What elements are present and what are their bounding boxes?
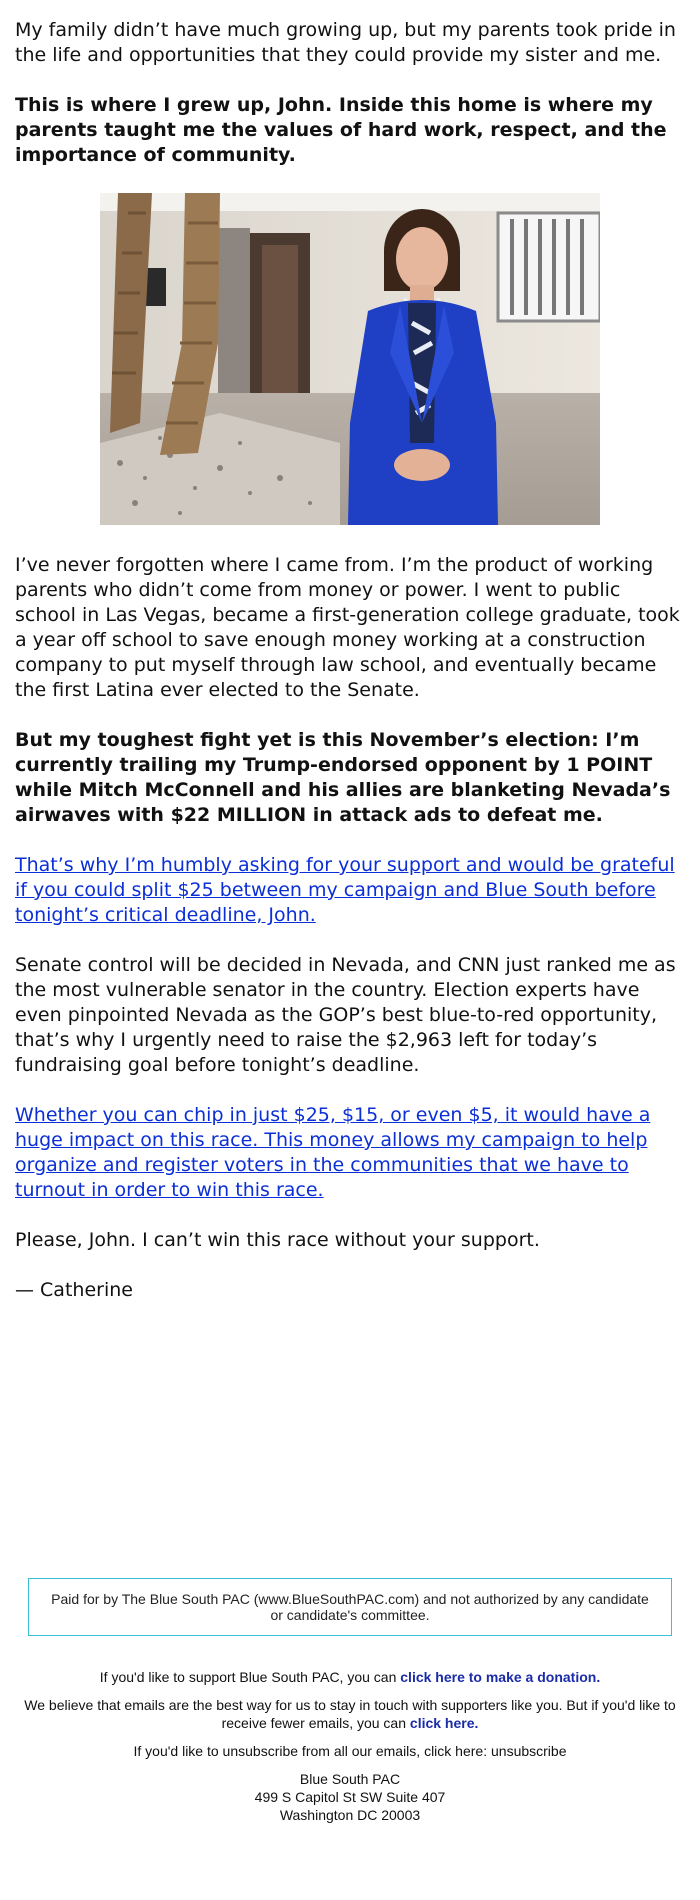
paragraph-background: I’ve never forgotten where I came from. I’m the product of working parents who didn’t come from money or power. I went to public school in Las Vegas, became a first-generation college graduate, took a year off school to save enough money working at a construction company to put myself through law school, and eventually became the first Latina ever elected to the Senate.	[15, 554, 680, 701]
paragraph-plea: Please, John. I can’t win this race without your support.	[15, 1229, 540, 1251]
paid-for-disclaimer-box	[28, 1578, 672, 1636]
email-footer	[0, 1578, 700, 1824]
fewer-emails-line	[0, 1696, 700, 1732]
fewer-emails-text: We believe that emails are the best way for us to stay in touch with supporters like you. But if you'd like to receive fewer emails, you can	[24, 1697, 676, 1731]
donation-link[interactable]: click here to make a donation.	[400, 1669, 601, 1685]
paragraph-senate-control: Senate control will be decided in Nevada, and CNN just ranked me as the most vulnerable senator in the country. Election experts have even pinpointed Nevada as the GOP’s best blue-to-red opportunity, that’s why I urgently need to raise the $2,963 left for today’s fundraising goal before tonight’s deadline.	[15, 954, 676, 1076]
address-line-2: Washington DC 20003	[279, 1807, 421, 1823]
fewer-emails-link[interactable]: click here.	[409, 1715, 479, 1731]
candidate-photo	[100, 193, 600, 525]
unsubscribe-link[interactable]: unsubscribe	[491, 1743, 567, 1759]
support-line	[0, 1668, 700, 1686]
unsubscribe-text: If you'd like to unsubscribe from all our emails, click here:	[133, 1743, 491, 1759]
unsubscribe-line	[0, 1742, 700, 1760]
support-text: If you'd like to support Blue South PAC, you can	[99, 1669, 401, 1685]
org-name: Blue South PAC	[299, 1771, 401, 1787]
paragraph-toughest-fight: But my toughest fight yet is this November’s election: I’m currently trailing my Trump-endorsed opponent by 1 POINT while Mitch McConnell and his allies are blanketing Nevada’s airwaves with $22 MILLION in attack ads to defeat me.	[15, 729, 671, 826]
paragraph-intro: My family didn’t have much growing up, but my parents took pride in the life and opportunities that they could provide my sister and me.	[15, 19, 676, 66]
paragraph-home: This is where I grew up, John. Inside this home is where my parents taught me the values of hard work, respect, and the importance of community.	[15, 94, 667, 166]
donate-link-split[interactable]: That’s why I’m humbly asking for your support and would be grateful if you could split $25 between my campaign and Blue South before tonight’s critical deadline, John.	[15, 854, 675, 926]
paid-for-disclaimer: Paid for by The Blue South PAC (www.BlueSouthPAC.com) and not authorized by any candidate or candidate's committee.	[51, 1591, 649, 1623]
email-body	[15, 18, 685, 1328]
address-line-1: 499 S Capitol St SW Suite 407	[254, 1789, 446, 1805]
signature: — Catherine	[15, 1279, 133, 1301]
donate-link-chip-in[interactable]: Whether you can chip in just $25, $15, or even $5, it would have a huge impact on this race. This money allows my campaign to help organize and register voters in the communities that we have to turnout in order to win this race.	[15, 1104, 651, 1201]
